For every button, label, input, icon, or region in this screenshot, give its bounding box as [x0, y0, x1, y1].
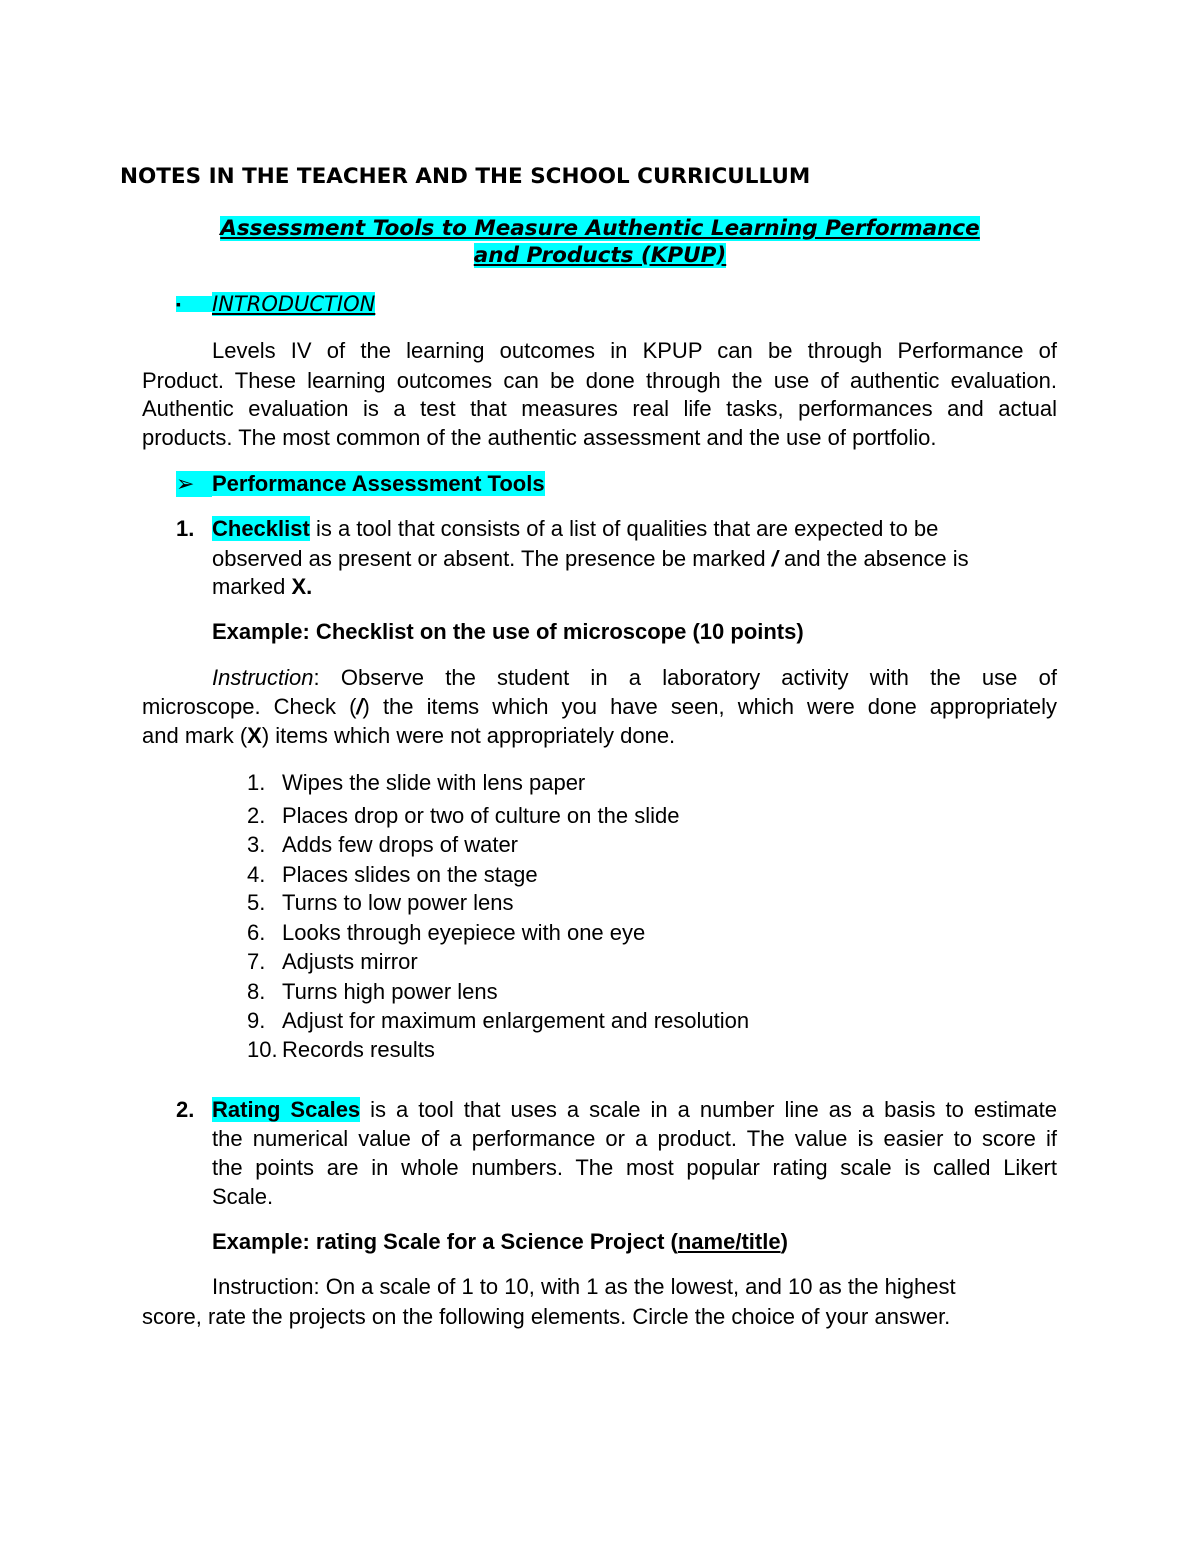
list-item-number: 2. [247, 803, 266, 828]
checklist-line-2 [212, 546, 969, 572]
rating-line-2: the numerical value of a performance or a product. The value is easier to score if [212, 1126, 1057, 1151]
instruction-line-2-text-b: ) the items which you have seen, which were done appropriately [362, 694, 1057, 719]
subtitle-text-1: Assessment Tools to Measure Authentic Learning Performance [220, 216, 980, 241]
rating-line-3: the points are in whole numbers. The most popular rating scale is called Likert [212, 1155, 1057, 1180]
intro-line-2: Product. These learning outcomes can be done through the use of authentic evaluation. [142, 368, 1057, 393]
list-item-number: 3. [247, 832, 266, 857]
rating-example-underlined: name/title [677, 1229, 781, 1254]
checklist-example: Example: Checklist on the use of microscope (10 points) [212, 619, 804, 644]
square-bullet-icon: ▪ [176, 296, 212, 312]
list-item-text: Wipes the slide with lens paper [282, 770, 586, 795]
checklist-line-2-text-a: observed as present or absent. The presence be marked [212, 546, 772, 571]
list-item-text: Places drop or two of culture on the slide [282, 803, 680, 828]
rating-line-1 [212, 1097, 1057, 1123]
intro-line-3: Authentic evaluation is a test that measures real life tasks, performances and actual [142, 396, 1057, 421]
intro-heading: INTRODUCTION [212, 292, 376, 316]
list-item-number: 4. [247, 862, 266, 887]
rating-example-text-b: ) [780, 1229, 788, 1254]
instruction-line-1 [212, 665, 1057, 691]
rating-example-text-a: Example: rating Scale for a Science Project ( [212, 1229, 678, 1254]
instruction-x-mark: X [247, 723, 262, 748]
instruction-line-2-text-a: microscope. Check ( [142, 694, 357, 719]
instruction-line-3-text-b: ) items which were not appropriately done. [261, 723, 676, 748]
rating-term: Rating Scales [212, 1097, 361, 1122]
rating-number: 2. [176, 1097, 195, 1122]
subtitle-line-2 [140, 243, 1060, 268]
checklist-line-3 [212, 574, 312, 600]
list-item-text: Adjust for maximum enlargement and resolution [282, 1008, 750, 1033]
rating-line-4: Scale. [212, 1184, 274, 1209]
arrow-bullet-icon: ➢ [176, 471, 212, 497]
list-item-number: 10. [247, 1037, 278, 1062]
list-item-number: 1. [247, 770, 266, 795]
checklist-term: Checklist [212, 516, 310, 541]
intro-line-1: Levels IV of the learning outcomes in KPUP can be through Performance of [212, 338, 1057, 363]
list-item-text: Places slides on the stage [282, 862, 538, 887]
check-mark: / [771, 546, 778, 571]
performance-heading-row [176, 471, 545, 497]
list-item-text: Adjusts mirror [282, 949, 418, 974]
checklist-line-1 [212, 516, 938, 542]
checklist-line-1-text: is a tool that consists of a list of qualities that are expected to be [309, 516, 939, 541]
list-item-number: 6. [247, 920, 266, 945]
instruction-line-1-text: : Observe the student in a laboratory activity with the use of [313, 665, 1057, 690]
rating-example [212, 1229, 788, 1255]
instruction-label: Instruction [212, 665, 314, 690]
checklist-line-3-text: marked [212, 574, 292, 599]
instruction-line-3-text-a: and mark ( [142, 723, 248, 748]
list-item-text: Adds few drops of water [282, 832, 519, 857]
list-item-text: Turns to low power lens [282, 890, 514, 915]
subtitle-text-2: and Products (KPUP) [473, 243, 727, 268]
instruction-line-2 [142, 694, 1057, 720]
instruction-check-mark: / [356, 694, 363, 719]
list-item-text: Turns high power lens [282, 979, 498, 1004]
intro-heading-row [176, 292, 375, 317]
intro-line-4: products. The most common of the authentic assessment and the use of portfolio. [142, 425, 937, 450]
x-mark: X. [291, 574, 313, 599]
performance-heading: Performance Assessment Tools [212, 471, 545, 496]
instruction-line-3 [142, 723, 675, 749]
checklist-number: 1. [176, 516, 195, 541]
list-item-number: 7. [247, 949, 266, 974]
rating-instruction-line-1: Instruction: On a scale of 1 to 10, with 1 as the lowest, and 10 as the highest [212, 1274, 956, 1299]
checklist-line-2-text-b: and the absence is [777, 546, 969, 571]
list-item-number: 9. [247, 1008, 266, 1033]
subtitle-line-1 [140, 216, 1060, 241]
page-title: NOTES IN THE TEACHER AND THE SCHOOL CURRICULLUM [120, 164, 811, 189]
list-item-text: Records results [282, 1037, 435, 1062]
list-item-number: 8. [247, 979, 266, 1004]
rating-line-1-text: is a tool that uses a scale in a number line as a basis to estimate [360, 1097, 1058, 1122]
list-item-number: 5. [247, 890, 266, 915]
rating-instruction-line-2: score, rate the projects on the following elements. Circle the choice of your answer. [142, 1304, 951, 1329]
list-item-text: Looks through eyepiece with one eye [282, 920, 646, 945]
